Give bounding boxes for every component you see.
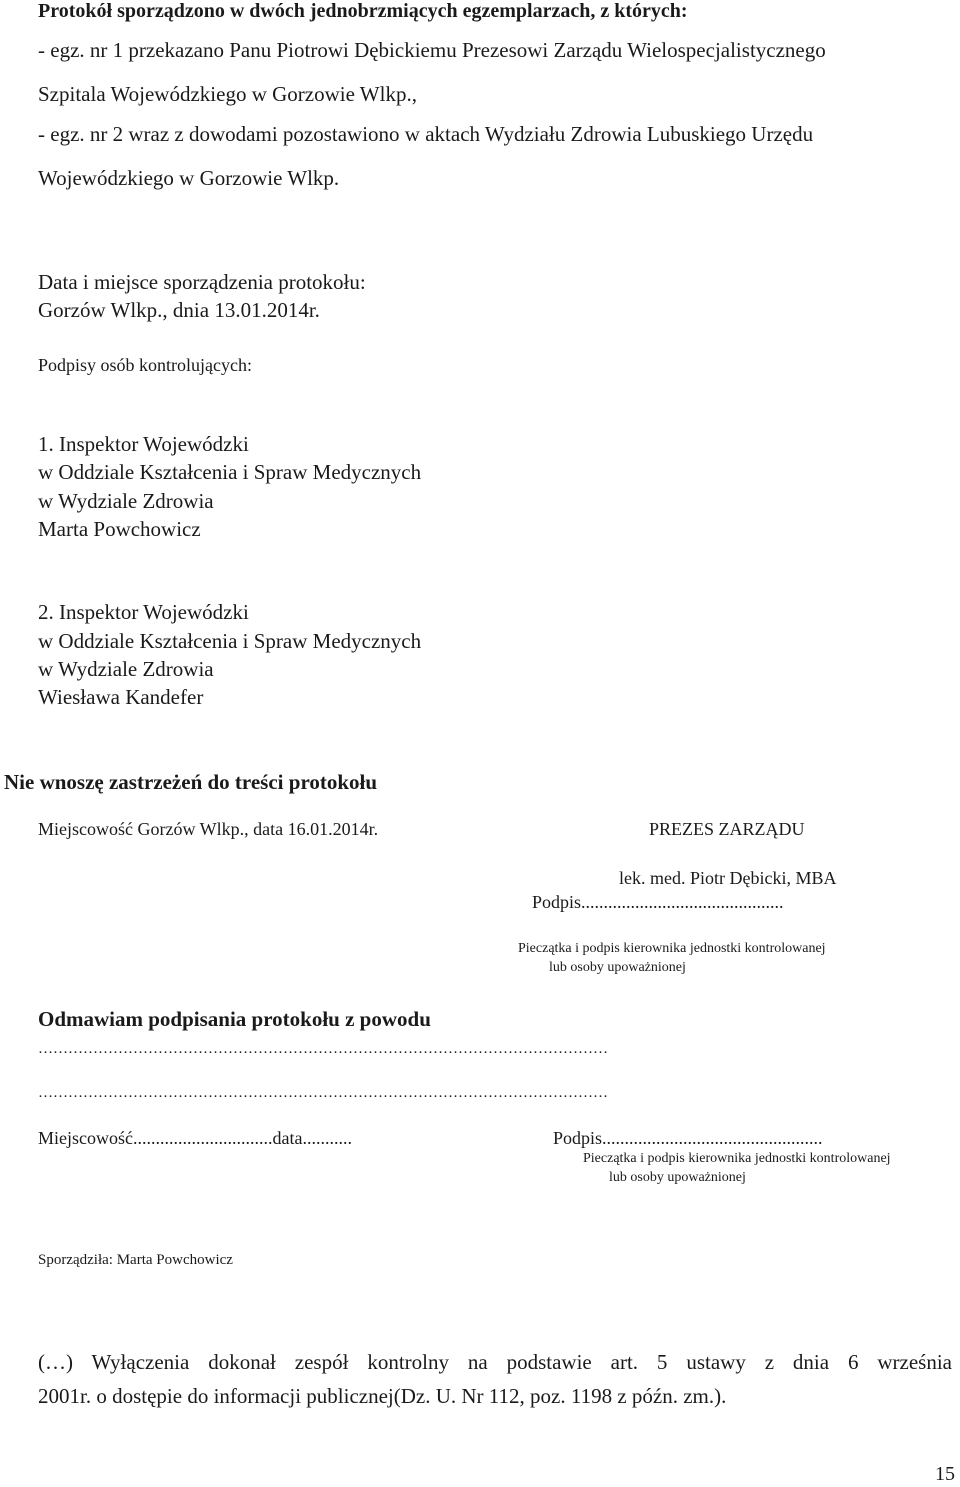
date-place-label: Data i miejsce sporządzenia protokołu: — [38, 270, 366, 294]
inspector-title: 1. Inspektor Wojewódzki — [38, 432, 249, 456]
refusal-dots-line1: …………………………………………………………………………………………………… — [38, 1041, 608, 1057]
refusal-signature: Podpis................................................. — [553, 1128, 823, 1148]
acceptance-place-date: Miejscowość Gorzów Wlkp., data 16.01.2014r. — [38, 819, 379, 839]
refusal-place-date: Miejscowość...............................data........... — [38, 1128, 352, 1148]
acceptance-stamp-line1: Pieczątka i podpis kierownika jednostki kontrolowanej — [518, 941, 826, 956]
copy1-line1: - egz. nr 1 przekazano Panu Piotrowi Dębickiemu Prezesowi Zarządu Wielospecjalistycznego — [38, 38, 826, 62]
copy2-line2: Wojewódzkiego w Gorzowie Wlkp. — [38, 166, 340, 190]
inspector-title: 2. Inspektor Wojewódzki — [38, 600, 249, 624]
date-place-value: Gorzów Wlkp., dnia 13.01.2014r. — [38, 298, 320, 322]
inspector-name: Marta Powchowicz — [38, 517, 201, 541]
acceptance-role: PREZES ZARZĄDU — [649, 819, 805, 839]
copy1-line2: Szpitala Wojewódzkiego w Gorzowie Wlkp., — [38, 82, 417, 106]
copies-heading: Protokół sporządzono w dwóch jednobrzmiących egzemplarzach, z których: — [38, 0, 688, 22]
refusal-dots-line2: …………………………………………………………………………………………………… — [38, 1085, 608, 1101]
acceptance-signer: lek. med. Piotr Dębicki, MBA — [619, 868, 837, 888]
acceptance-stamp-line2: lub osoby upoważnionej — [549, 960, 686, 975]
page-number: 15 — [935, 1463, 955, 1485]
inspector-dept: w Oddziale Kształcenia i Spraw Medycznych — [38, 460, 422, 484]
copy2-line1: - egz. nr 2 wraz z dowodami pozostawiono w aktach Wydziału Zdrowia Lubuskiego Urzędu — [38, 122, 814, 146]
inspector-unit: w Wydziale Zdrowia — [38, 657, 214, 681]
acceptance-signature: Podpis............................................. — [532, 892, 784, 912]
inspector-unit: w Wydziale Zdrowia — [38, 489, 214, 513]
prepared-by: Sporządziła: Marta Powchowicz — [38, 1252, 233, 1268]
inspector-name: Wiesława Kandefer — [38, 685, 204, 709]
refusal-stamp-line1: Pieczątka i podpis kierownika jednostki kontrolowanej — [583, 1151, 891, 1166]
inspectors-heading: Podpisy osób kontrolujących: — [38, 355, 252, 375]
footnote-line2: 2001r. o dostępie do informacji publicznej(Dz. U. Nr 112, poz. 1198 z późn. zm.). — [38, 1384, 727, 1408]
acceptance-heading: Nie wnoszę zastrzeżeń do treści protokołu — [4, 770, 378, 794]
refusal-stamp-line2: lub osoby upoważnionej — [609, 1170, 746, 1185]
inspector-dept: w Oddziale Kształcenia i Spraw Medycznych — [38, 629, 422, 653]
refusal-heading: Odmawiam podpisania protokołu z powodu — [38, 1007, 431, 1031]
footnote-line1: (…) Wyłączenia dokonał zespół kontrolny na podstawie art. 5 ustawy z dnia 6 września — [38, 1350, 952, 1374]
